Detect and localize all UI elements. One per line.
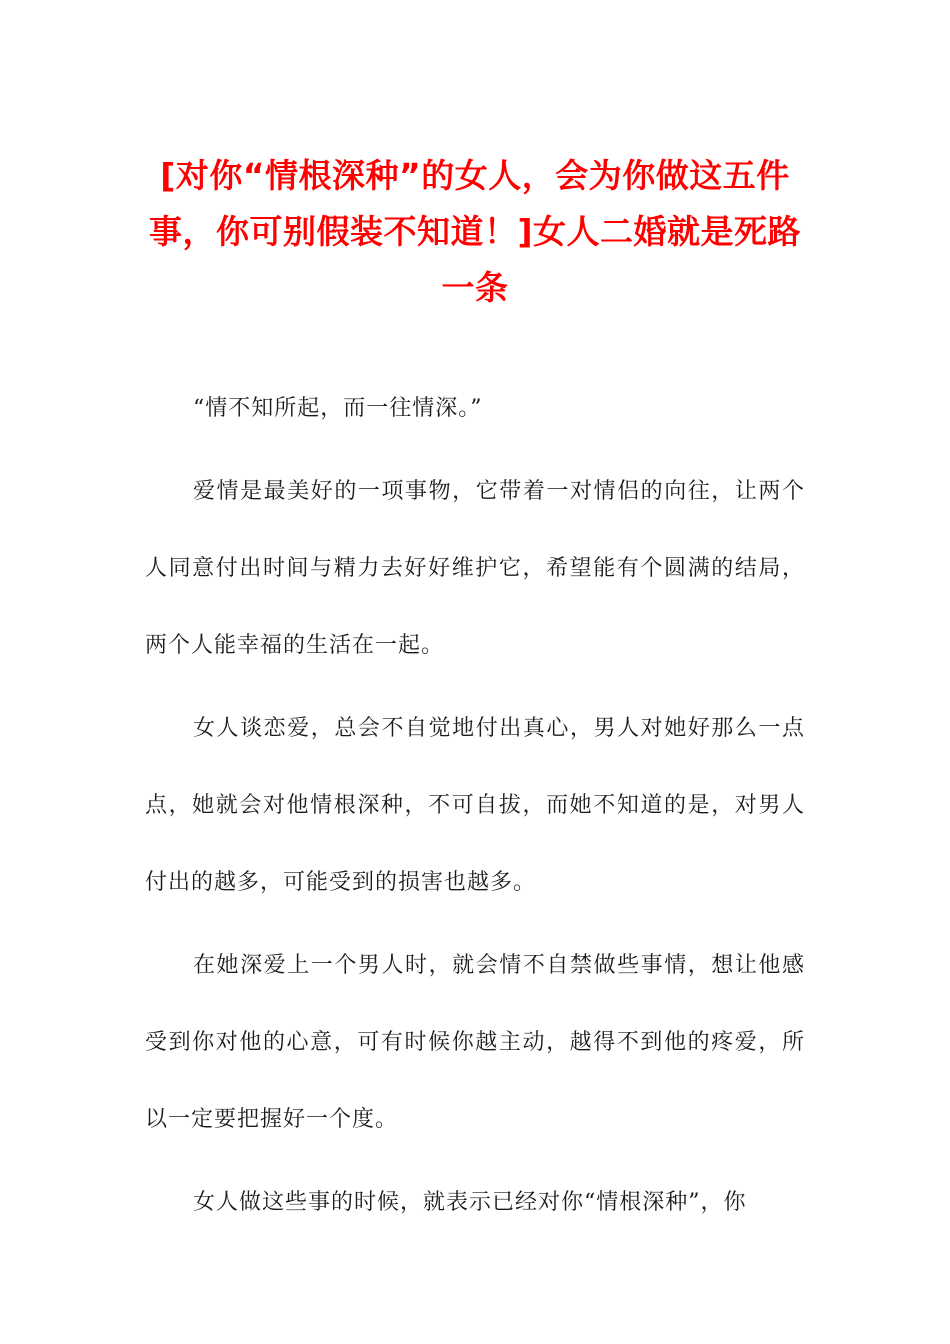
paragraph-4: 在她深爱上一个男人时，就会情不自禁做些事情，想让他感受到你对他的心意，可有时候你越主动，越得不到他的疼爱，所以一定要把握好一个度。: [145, 953, 805, 1132]
paragraph-1: “情不知所起，而一往情深。”: [193, 396, 483, 421]
document-body: [145, 370, 805, 1241]
paragraph-2: 爱情是最美好的一项事物，它带着一对情侣的向往，让两个人同意付出时间与精力去好好维护它，希望能有个圆满的结局，两个人能幸福的生活在一起。: [145, 479, 805, 658]
paragraph-3: 女人谈恋爱，总会不自觉地付出真心，男人对她好那么一点点，她就会对他情根深种，不可自拔，而她不知道的是，对男人付出的越多，可能受到的损害也越多。: [145, 716, 805, 895]
paragraph-5: 女人做这些事的时候，就表示已经对你“情根深种”，你: [193, 1190, 747, 1215]
document-title: [对你“情根深种”的女人，会为你做这五件事，你可别假装不知道！]女人二婚就是死路一条: [148, 156, 802, 307]
